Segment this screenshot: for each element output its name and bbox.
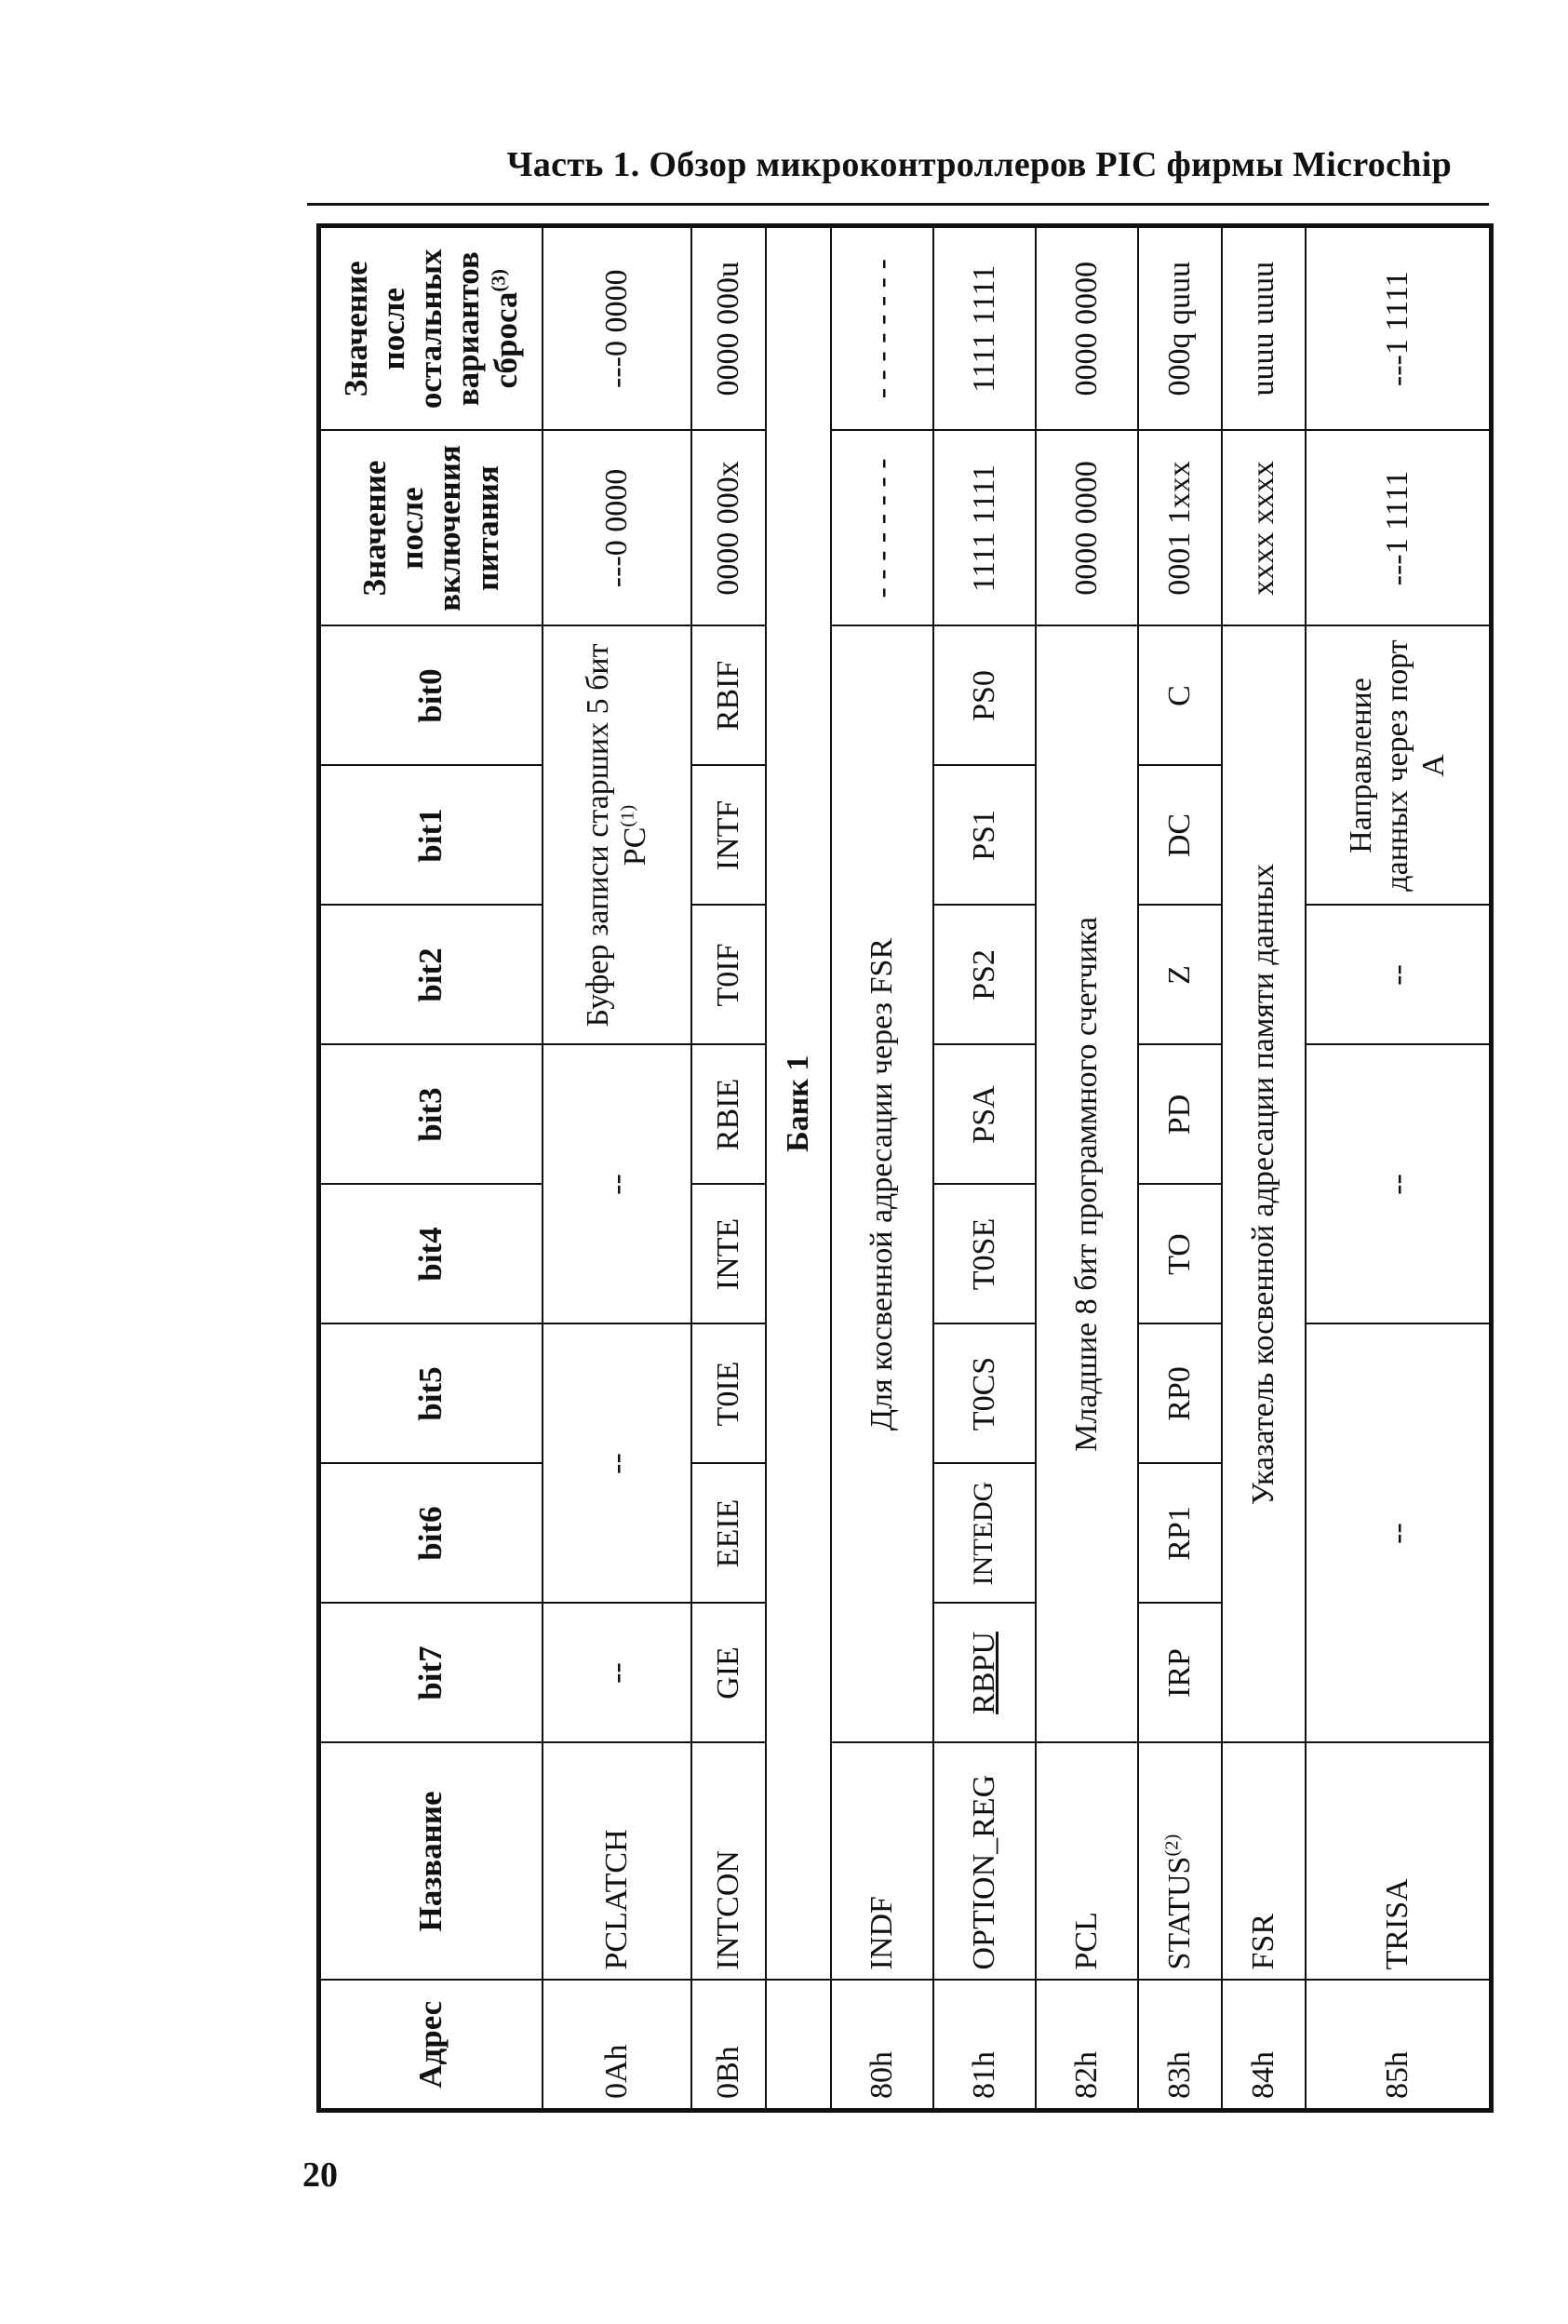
addr-cell: 84h: [1222, 1981, 1306, 2111]
bit-cell-pc-buffer: [543, 626, 691, 1045]
col-bit4: bit4: [319, 1185, 543, 1324]
row-status: [1138, 226, 1222, 2111]
bit-cell-direction: Направление данных через порт A: [1306, 626, 1492, 906]
bit-cell: T0SE: [933, 1185, 1036, 1324]
bit-cell: RBIF: [691, 626, 766, 766]
other-cell: 0000 000u: [691, 226, 766, 431]
header-row: [319, 226, 543, 2111]
col-other-reset-text: Значение после остальных вариантов сброса: [337, 249, 524, 410]
bit-cell-span: Младшие 8 бит программного счетчика: [1036, 626, 1138, 1743]
bit-cell: --: [1306, 1324, 1492, 1743]
addr-cell: 82h: [1036, 1981, 1138, 2111]
other-cell: ---0 0000: [543, 226, 691, 431]
bit-cell: PS0: [933, 626, 1036, 766]
addr-cell: 0Ah: [543, 1981, 691, 2111]
col-address: Адрес: [319, 1981, 543, 2111]
row-option-reg: [933, 226, 1036, 2111]
col-bit3: bit3: [319, 1045, 543, 1185]
bit-cell: INTE: [691, 1185, 766, 1324]
row-intcon: [691, 226, 766, 2111]
row-fsr: [1222, 226, 1306, 2111]
addr-cell: 81h: [933, 1981, 1036, 2111]
name-cell: [1138, 1743, 1222, 1981]
bit-cell: C: [1138, 626, 1222, 766]
footnote-2: (2): [1161, 1834, 1183, 1857]
bit-cell: --: [543, 1045, 691, 1324]
por-cell: 0000 000x: [691, 431, 766, 626]
addr-cell: 83h: [1138, 1981, 1222, 2111]
other-cell: 000q quuu: [1138, 226, 1222, 431]
por-cell: 1111 1111: [933, 431, 1036, 626]
running-head: Часть 1. Обзор микроконтроллеров PIC фирмы Microchip: [506, 145, 1452, 184]
bit-cell: --: [543, 1604, 691, 1743]
col-bit5: bit5: [319, 1324, 543, 1464]
footnote-3: (3): [486, 269, 509, 292]
other-cell: 0000 0000: [1036, 226, 1138, 431]
bit-cell: PSA: [933, 1045, 1036, 1185]
bit-cell: T0IE: [691, 1324, 766, 1464]
bit-cell-span: Указатель косвенной адресации памяти данных: [1222, 626, 1306, 1743]
addr-cell: 0Bh: [691, 1981, 766, 2111]
bit-cell: INTEDG: [933, 1464, 1036, 1604]
page-number: 20: [302, 2156, 338, 2195]
bit-cell: --: [1306, 1045, 1492, 1324]
col-other-reset: [319, 226, 543, 431]
bit-cell: IRP: [1138, 1604, 1222, 1743]
footnote-1: (1): [617, 804, 638, 827]
col-bit0: bit0: [319, 626, 543, 766]
header-rule: [307, 203, 1489, 206]
bit-cell: PD: [1138, 1045, 1222, 1185]
bank-label: Банк 1: [766, 226, 831, 1981]
other-cell: 1111 1111: [933, 226, 1036, 431]
col-bit7: bit7: [319, 1604, 543, 1743]
row-trisa: [1306, 226, 1492, 2111]
bit-cell: PS1: [933, 766, 1036, 906]
col-bit6: bit6: [319, 1464, 543, 1604]
name-cell: PCLATCH: [543, 1743, 691, 1981]
bit-cell: T0IF: [691, 906, 766, 1045]
status-name: STATUS: [1161, 1856, 1197, 1970]
name-cell: OPTION_REG: [933, 1743, 1036, 1981]
other-cell: uuuu uuuu: [1222, 226, 1306, 431]
bit-cell: Z: [1138, 906, 1222, 1045]
col-name: Название: [319, 1743, 543, 1981]
bank-empty-cell: [766, 1981, 831, 2111]
bit-cell: RBIE: [691, 1045, 766, 1185]
bit-cell: RP0: [1138, 1324, 1222, 1464]
bit-cell: --: [543, 1324, 691, 1604]
bit-cell: DC: [1138, 766, 1222, 906]
register-table: [316, 223, 1494, 2113]
name-cell: INDF: [831, 1743, 933, 1981]
col-power-on: Значение после включения питания: [319, 431, 543, 626]
bit-cell: T0CS: [933, 1324, 1036, 1464]
col-bit2: bit2: [319, 906, 543, 1045]
col-bit1: bit1: [319, 766, 543, 906]
row-bank: [766, 226, 831, 2111]
bit-cell: RBPU: [933, 1604, 1036, 1743]
other-cell: ---1 1111: [1306, 226, 1492, 431]
bit-cell-span: Для косвенной адресации через FSR: [831, 626, 933, 1743]
row-indf: [831, 226, 933, 2111]
addr-cell: 85h: [1306, 1981, 1492, 2111]
bit-cell: INTF: [691, 766, 766, 906]
other-cell: - - - - - - - -: [831, 226, 933, 431]
bit-cell: PS2: [933, 906, 1036, 1045]
name-cell: INTCON: [691, 1743, 766, 1981]
por-cell: 0001 1xxx: [1138, 431, 1222, 626]
por-cell: ---1 1111: [1306, 431, 1492, 626]
pc-buffer-text: Буфер записи старших 5 бит PC: [581, 643, 652, 1028]
por-cell: - - - - - - - -: [831, 431, 933, 626]
name-cell: PCL: [1036, 1743, 1138, 1981]
bit-cell: GIE: [691, 1604, 766, 1743]
por-cell: 0000 0000: [1036, 431, 1138, 626]
bit-cell: --: [1306, 906, 1492, 1045]
row-pcl: [1036, 226, 1138, 2111]
bit-cell: TO: [1138, 1185, 1222, 1324]
bit-cell: EEIE: [691, 1464, 766, 1604]
addr-cell: 80h: [831, 1981, 933, 2111]
row-pclatch: [543, 226, 691, 2111]
name-cell: FSR: [1222, 1743, 1306, 1981]
bit-cell: RP1: [1138, 1464, 1222, 1604]
register-table-rotated: [316, 228, 1489, 2113]
name-cell: TRISA: [1306, 1743, 1492, 1981]
por-cell: ---0 0000: [543, 431, 691, 626]
por-cell: xxxx xxxx: [1222, 431, 1306, 626]
